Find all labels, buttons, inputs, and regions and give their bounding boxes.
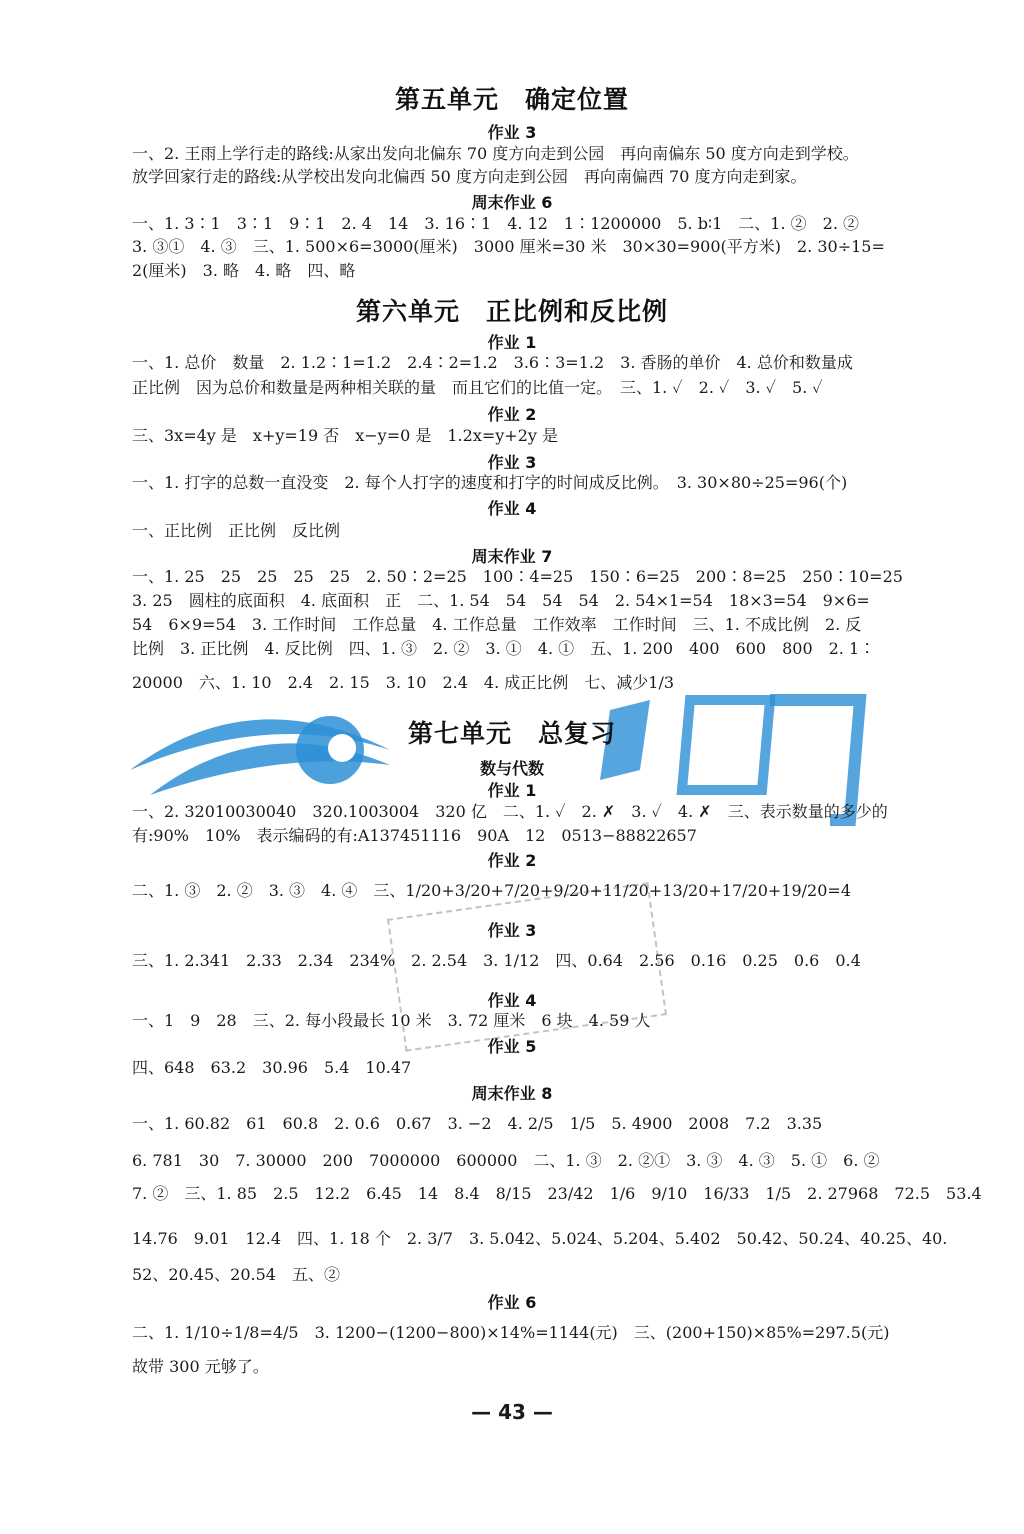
unit7-hw2-title: 作业 2 xyxy=(487,851,537,870)
unit7-hw6-line2: 故带 300 元够了。 xyxy=(132,1357,269,1376)
unit6-weekend7-title: 周末作业 7 xyxy=(471,547,553,566)
unit6-hw2-line1: 三、3x=4y 是 x+y=19 否 x−y=0 是 1.2x=y+2y 是 xyxy=(132,426,559,445)
unit5-weekend6-line2: 3. ③① 4. ③ 三、1. 500×6=3000(厘米) 3000 厘米=30 米 30×30=900(平方米) 2. 30÷15= xyxy=(132,237,885,256)
unit7-title: 第七单元 总复习 xyxy=(407,719,616,748)
unit6-hw3-line1: 一、1. 打字的总数一直没变 2. 每个人打字的速度和打字的时间成反比例。 3. 30×80÷25=96(个) xyxy=(132,473,848,492)
unit7-section-title: 数与代数 xyxy=(479,759,544,778)
unit7-weekend8-line3: 7. ② 三、1. 85 2.5 12.2 6.45 14 8.4 8/15 23/42 1/6 9/10 16/33 1/5 2. 27968 72.5 53.4 xyxy=(132,1184,982,1203)
unit7-weekend8-line4: 14.76 9.01 12.4 四、1. 18 个 2. 3/7 3. 5.042、5.024、5.204、5.402 50.42、50.24、40.25、40. xyxy=(132,1229,948,1248)
unit7-hw6-line1: 二、1. 1/10÷1/8=4/5 3. 1200−(1200−800)×14%=1144(元) 三、(200+150)×85%=297.5(元) xyxy=(132,1323,890,1342)
unit5-hw3-line1: 一、2. 王雨上学行走的路线:从家出发向北偏东 70 度方向走到公园 再向南偏东 50 度方向走到学校。 xyxy=(132,144,859,163)
unit7-hw4-line1: 一、1 9 28 三、2. 每小段最长 10 米 3. 72 厘米 6 块 4. 59 人 xyxy=(132,1011,651,1030)
unit5-weekend6-line3: 2(厘米) 3. 略 4. 略 四、略 xyxy=(132,261,356,280)
unit7-hw2-line1: 二、1. ③ 2. ② 3. ③ 4. ④ 三、1/20+3/20+7/20+9/20+11/20+13/20+17/20+19/20=4 xyxy=(132,881,851,900)
unit7-weekend8-line1: 一、1. 60.82 61 60.8 2. 0.6̇ 0.67 3. −2 4. 2/5 1/5 5. 4900 2008 7.2 3.35 xyxy=(132,1114,823,1133)
unit6-hw1-line2: 正比例 因为总价和数量是两种相关联的量 而且它们的比值一定。 三、1. ✓ 2. ✓ 3. ✓ 5. ✓ xyxy=(132,378,823,397)
unit6-hw3-title: 作业 3 xyxy=(487,453,537,472)
unit7-hw1-line2: 有:90% 10% 表示编码的有:A137451116 90A 12 0513−88822657 xyxy=(132,826,697,845)
unit6-hw4-title: 作业 4 xyxy=(487,499,537,518)
unit6-weekend7-line4: 比例 3. 正比例 4. 反比例 四、1. ③ 2. ② 3. ① 4. ① 五、1. 200 400 600 800 2. 1∶ xyxy=(132,639,876,658)
unit7-hw6-title: 作业 6 xyxy=(487,1293,537,1312)
unit5-title: 第五单元 确定位置 xyxy=(394,85,629,114)
unit7-hw1-title: 作业 1 xyxy=(487,781,537,800)
unit7-hw3-title: 作业 3 xyxy=(487,921,537,940)
unit7-weekend8-line5: 52、20.45、20.54 五、② xyxy=(132,1265,340,1284)
unit5-hw3-title: 作业 3 xyxy=(487,123,537,142)
unit6-title: 第六单元 正比例和反比例 xyxy=(355,297,668,326)
unit6-weekend7-line2: 3. 25 圆柱的底面积 4. 底面积 正 二、1. 54 54 54 54 2. 54×1=54 18×3=54 9×6= xyxy=(132,591,870,610)
unit7-hw3-line1: 三、1. 2.341 2.33 2.34 234% 2. 2.54 3. 1/12 四、0.64 2.56 0.16 0.25 0.6 0.4 xyxy=(132,951,861,970)
unit6-weekend7-line5: 20000 六、1. 10 2.4 2. 15 3. 10 2.4 4. 成正比例 七、减少1/3 xyxy=(132,673,675,692)
unit7-hw5-line1: 四、648 63.2 30.96 5.4 10.47 xyxy=(132,1058,412,1077)
unit6-hw4-line1: 一、正比例 正比例 反比例 xyxy=(132,521,341,540)
page-number: — 43 — xyxy=(471,1400,553,1424)
unit6-hw2-title: 作业 2 xyxy=(487,405,537,424)
unit6-weekend7-line1: 一、1. 25 25 25 25 25 2. 50∶2=25 100∶4=25 150∶6=25 200∶8=25 250∶10=25 xyxy=(132,567,903,586)
unit7-hw1-line1: 一、2. 32010030040 320.1003004 320 亿 二、1. ✓ 2. ✗ 3. ✓ 4. ✗ 三、表示数量的多少的 xyxy=(132,802,888,821)
unit5-hw3-line2: 放学回家行走的路线:从学校出发向北偏西 50 度方向走到公园 再向南偏西 70 度方向走到家。 xyxy=(132,167,807,186)
unit7-weekend8-title: 周末作业 8 xyxy=(471,1084,553,1103)
unit5-weekend6-line1: 一、1. 3∶1 3∶1 9∶1 2. 4 14 3. 16∶1 4. 12 1∶1200000 5. b∶1 二、1. ② 2. ② xyxy=(132,214,860,233)
unit6-weekend7-line3: 54 6×9=54 3. 工作时间 工作总量 4. 工作总量 工作效率 工作时间 三、1. 不成比例 2. 反 xyxy=(132,615,862,634)
unit7-weekend8-line2: 6. 781 30 7. 30000 200 7000000 600000 二、1. ③ 2. ②① 3. ③ 4. ③ 5. ① 6. ② xyxy=(132,1151,880,1170)
unit6-hw1-line1: 一、1. 总价 数量 2. 1.2∶1=1.2 2.4∶2=1.2 3.6∶3=1.2 3. 香肠的单价 4. 总价和数量成 xyxy=(132,353,853,372)
unit5-weekend6-title: 周末作业 6 xyxy=(471,193,553,212)
unit7-hw5-title: 作业 5 xyxy=(487,1037,537,1056)
unit6-hw1-title: 作业 1 xyxy=(487,333,537,352)
unit7-hw4-title: 作业 4 xyxy=(487,991,537,1010)
